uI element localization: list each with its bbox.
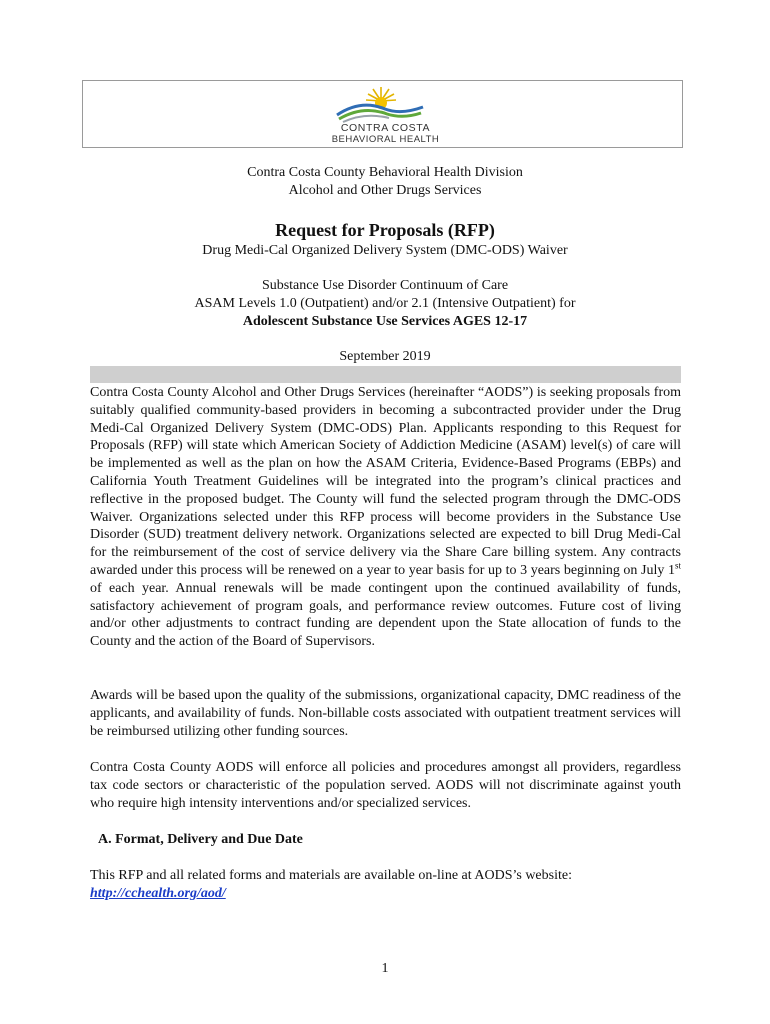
aod-website-link[interactable]: http://cchealth.org/aod/ [90, 885, 226, 901]
awards-paragraph: Awards will be based upon the quality of the submissions, organizational capacity, DMC readiness of the applicants, and availability of funds. Non-billable costs associated with outpatient treatment services will be reimbursed utilizing other funding sources. [90, 688, 681, 739]
contra-costa-logo-icon [335, 85, 425, 123]
intro-paragraph-part1: Contra Costa County Alcohol and Other Drugs Services (hereinafter “AODS”) is seeking proposals from suitably qualified community-based providers in becoming a subcontracted provider under the Drug Medi-Cal Organized Delivery System (DMC-ODS) Plan. Applicants responding to this Request for Proposals (RFP) will state which American Society of Addiction Medicine (ASAM) level(s) of care will be implemented as well as the plan on how the ASAM Criteria, Evidence-Based Programs (EBPs) and California Youth Treatment Guidelines will be integrated into the program’s clinical practices and reflective in the proposed budget. The County will fund the selected program through the DMC-ODS Waiver. Organizations selected under this RFP process will become providers in the Substance Use Disorder (SUD) treatment delivery network. Organizations selected are expected to bill Drug Medi-Cal for the reimbursement of the cost of service delivery via the Share Care billing system. Any contracts awarded under this process will be renewed on a year to year basis for up to 3 years beginning on July 1 [90, 385, 681, 578]
continuum-line: Substance Use Disorder Continuum of Care [261, 278, 509, 293]
logo-text-behavioral-health: BEHAVIORAL HEALTH [331, 134, 440, 145]
document-date: September 2019 [339, 349, 431, 364]
page-number: 1 [381, 961, 389, 976]
population-line: Adolescent Substance Use Services AGES 12-17 [242, 314, 528, 329]
section-a-heading: A. Format, Delivery and Due Date [98, 832, 303, 847]
intro-paragraph [90, 384, 681, 651]
logo-text-contra-costa: CONTRA COSTA [340, 122, 431, 134]
availability-paragraph [90, 867, 681, 903]
policy-paragraph: Contra Costa County AODS will enforce all policies and procedures amongst all providers, regardless tax code sectors or characteristic of the population served. AODS will not discriminate against youth who require high intensity interventions and/or specialized services. [90, 760, 681, 811]
org-line-1: Contra Costa County Behavioral Health Division [247, 165, 523, 180]
shaded-divider [90, 366, 681, 383]
document-title: Request for Proposals (RFP) [275, 220, 495, 240]
org-line-2: Alcohol and Other Drugs Services [288, 183, 482, 198]
intro-paragraph-superscript: st [674, 560, 681, 571]
header-logo-banner [82, 80, 683, 148]
availability-text: This RFP and all related forms and materials are available on-line at AODS’s website: [90, 868, 572, 883]
intro-paragraph-part2: of each year. Annual renewals will be made contingent upon the continued availability of funds, satisfactory achievement of program goals, and performance review outcomes. Future cost of living and/or other adjustments to contract funding are dependent upon the State allocation of funds to the County and the action of the Board of Supervisors. [90, 580, 681, 650]
asam-levels-line: ASAM Levels 1.0 (Outpatient) and/or 2.1 (Intensive Outpatient) for [194, 296, 576, 311]
document-subtitle: Drug Medi-Cal Organized Delivery System (DMC-ODS) Waiver [202, 243, 568, 258]
